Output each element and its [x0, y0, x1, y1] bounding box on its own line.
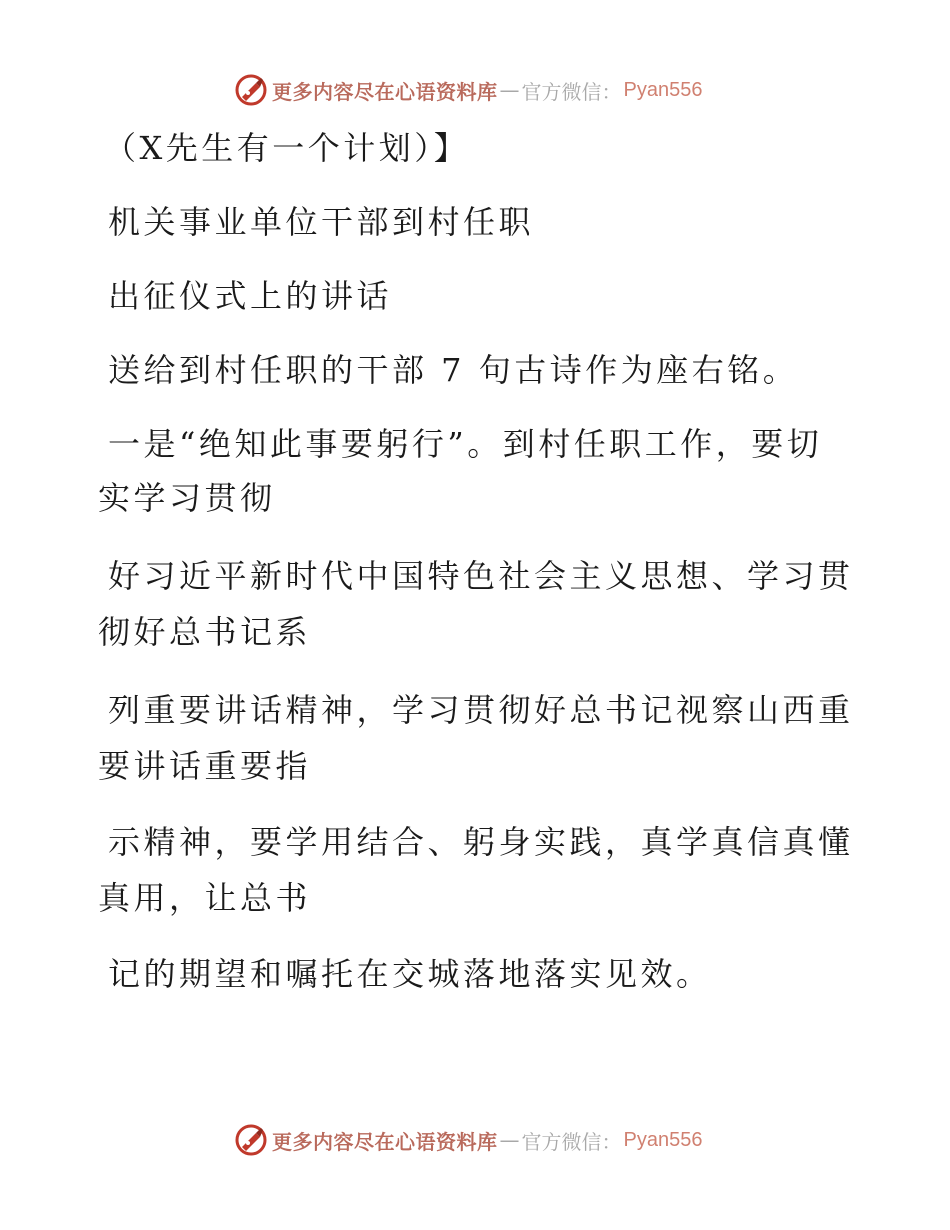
watermark-wechat-id: Pyan556: [623, 78, 703, 101]
text-line: 真用，让总书: [98, 879, 312, 917]
text-line: 送给到村任职的干部 7 句古诗作为座右铭。: [108, 351, 799, 389]
watermark-main-text: 更多内容尽在心语资料库: [272, 1129, 498, 1154]
watermark-main-text: 更多内容尽在心语资料库: [272, 79, 498, 104]
watermark-label: 官方微信：: [521, 79, 622, 104]
watermark-header: [234, 72, 702, 108]
logo-icon: [234, 1123, 268, 1157]
text-line: 彻好总书记系: [98, 613, 312, 651]
text-line: 一是“绝知此事要躬行”。到村任职工作，要切: [108, 425, 823, 463]
watermark-label: 官方微信：: [521, 1129, 622, 1154]
text-line: 要讲话重要指: [98, 747, 312, 785]
text-line: 示精神，要学用结合、躬身实践，真学真信真懂: [108, 823, 854, 861]
watermark-footer: [234, 1122, 702, 1158]
logo-icon: [234, 73, 268, 107]
watermark-dash: —: [499, 78, 520, 102]
text-line: 记的期望和嘱托在交城落地落实见效。: [108, 955, 712, 993]
text-line: 实学习贯彻: [98, 479, 276, 517]
watermark-wechat-id: Pyan556: [623, 1128, 703, 1151]
text-line: 列重要讲话精神，学习贯彻好总书记视察山西重: [108, 691, 854, 729]
text-line: 机关事业单位干部到村任职: [108, 203, 535, 241]
watermark-dash: —: [499, 1128, 520, 1152]
text-line: 好习近平新时代中国特色社会主义思想、学习贯: [108, 557, 854, 595]
text-line: （X先生有一个计划）】: [104, 129, 470, 167]
text-line: 出征仪式上的讲话: [108, 277, 393, 315]
